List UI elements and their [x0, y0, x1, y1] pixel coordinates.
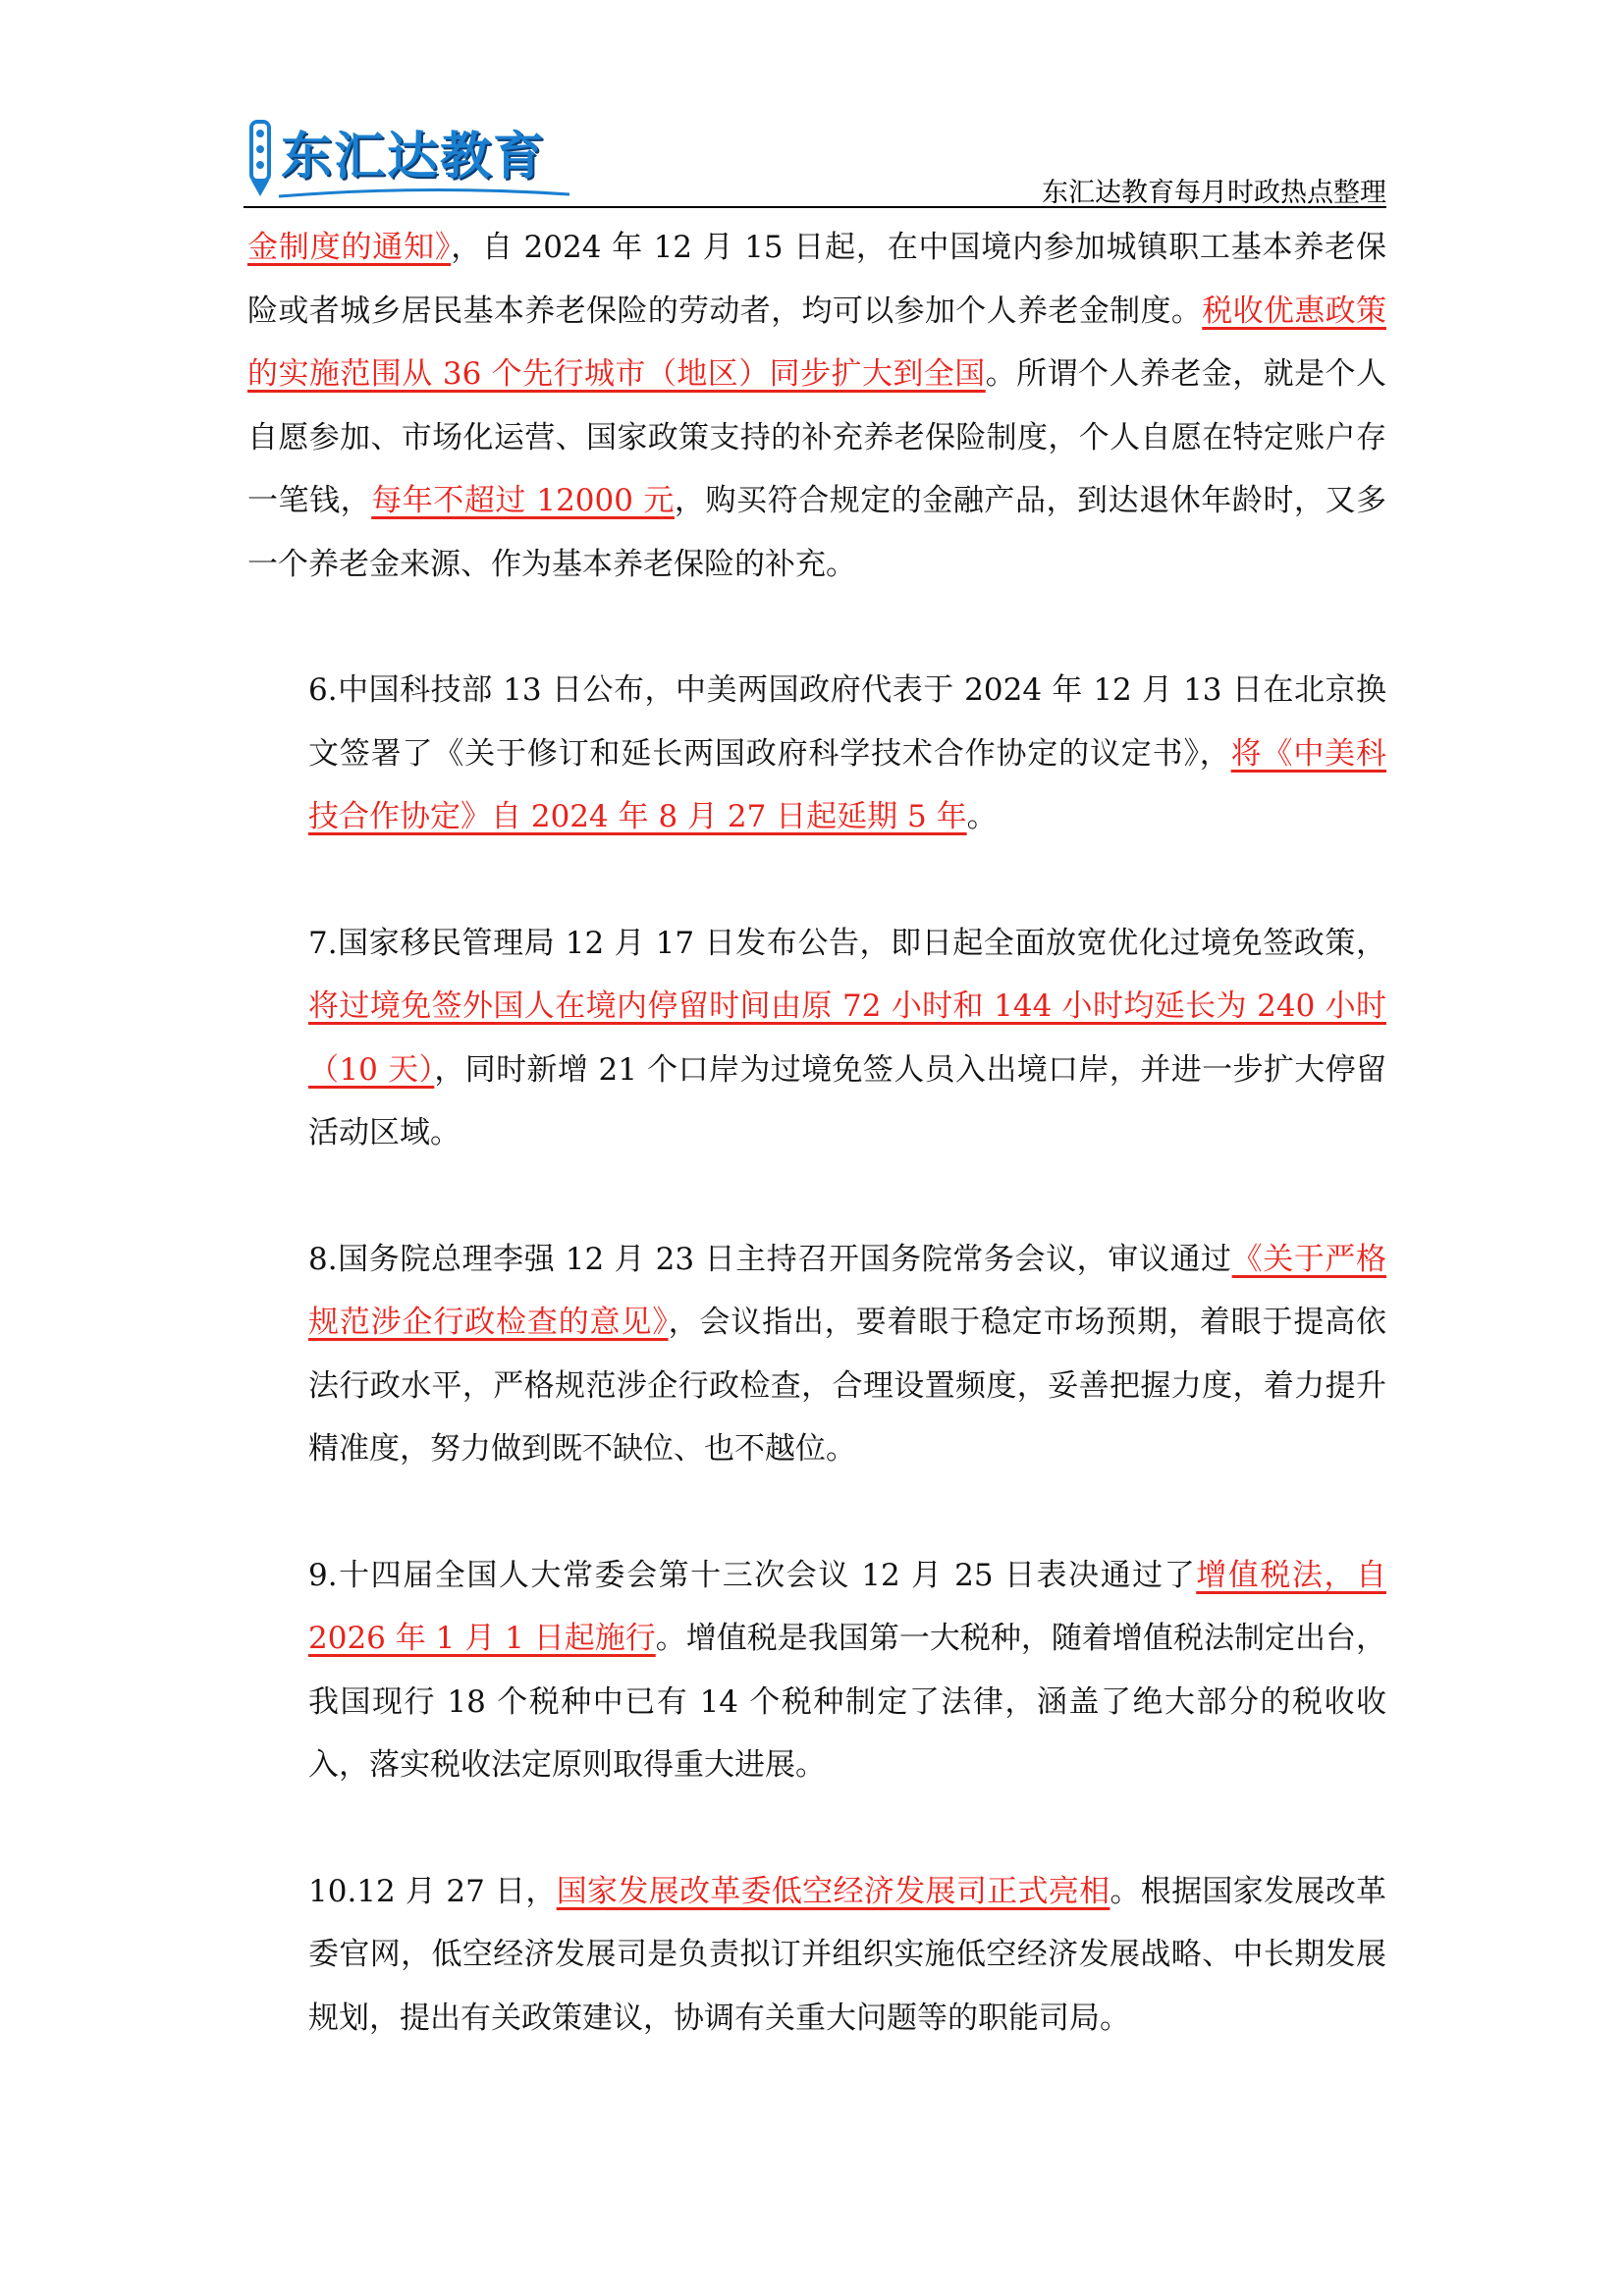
document-body: [247, 216, 1386, 2050]
paragraph: [247, 659, 1386, 849]
paragraph-text: ，会议指出，要着眼于稳定市场预期，着眼于提高依法行政水平，严格规范涉企行政检查，合理设置频度，妥善把握力度，着力提升精准度，努力做到既不缺位、也不越位。: [308, 1305, 1387, 1467]
paragraph-text: 。根据国家发展改革委官网，低空经济发展司是负责拟订并组织实施低空经济发展战略、中长期发展规划，提出有关政策建议，协调有关重大问题等的职能司局。: [308, 1873, 1387, 2036]
paragraph-text: 6.中国科技部 13 日公布，中美两国政府代表于 2024 年 12 月 13 日在北京换文签署了《关于修订和延长两国政府科学技术合作协定的议定书》，: [308, 672, 1386, 772]
highlighted-text: 每年不超过 12000 元: [371, 483, 675, 518]
highlighted-text: 国家发展改革委低空经济发展司正式亮相: [556, 1873, 1110, 1909]
highlighted-text: 金制度的通知》: [247, 230, 452, 265]
paragraph-text: 9.十四届全国人大常委会第十三次会议 12 月 25 日表决通过了: [308, 1557, 1197, 1593]
highlighted-text: 将《中美科技合作协定》自 2024 年 8 月 27 日起延期 5 年: [308, 735, 1387, 834]
paragraph: [247, 912, 1386, 1165]
paragraph-text: ，自 2024 年 12 月 15 日起，在中国境内参加城镇职工基本养老保险或者城乡居民基本养老保险的劳动者，均可以参加个人养老金制度。: [247, 230, 1386, 329]
logo-text: 东汇达教育: [281, 128, 547, 187]
paragraph-text: 10.12 月 27 日，: [308, 1873, 557, 1909]
brand-logo: [244, 116, 577, 194]
highlighted-text: 税收优惠政策的实施范围从 36 个先行城市（地区）同步扩大到全国: [247, 293, 1387, 392]
paragraph-text: 。增值税是我国第一大税种，随着增值税法制定出台，我国现行 18 个税种中已有 14 个税种制定了法律，涵盖了绝大部分的税收收入，落实税收法定原则取得重大进展。: [308, 1621, 1387, 1783]
paragraph: [247, 1860, 1386, 2051]
paragraph-text: 。: [966, 799, 998, 834]
paragraph: [247, 1544, 1386, 1797]
header-divider: [244, 206, 1386, 208]
header-title: 东汇达教育每月时政热点整理: [1042, 178, 1386, 208]
paragraph-text: ，同时新增 21 个口岸为过境免签人员入出境口岸，并进一步扩大停留活动区域。: [308, 1051, 1386, 1150]
paragraph-text: 。所谓个人养老金，就是个人自愿参加、市场化运营、国家政策支持的补充养老保险制度，个人自愿在特定账户存一笔钱，: [247, 356, 1386, 518]
paragraph-text: ，购买符合规定的金融产品，到达退休年龄时，又多一个养老金来源、作为基本养老保险的补充。: [247, 483, 1387, 582]
logo-swoosh: [277, 187, 571, 200]
paragraph-text: 7.国家移民管理局 12 月 17 日发布公告，即日起全面放宽优化过境免签政策，: [308, 925, 1386, 961]
paragraph: [247, 1228, 1386, 1481]
paragraph-text: 8.国务院总理李强 12 月 23 日主持召开国务院常务会议，审议通过: [308, 1241, 1232, 1277]
highlighted-text: 将过境免签外国人在境内停留时间由原 72 小时和 144 小时均延长为 240 小时（10 天）: [308, 988, 1386, 1088]
highlighted-text: 《关于严格规范涉企行政检查的意见》: [308, 1241, 1387, 1340]
paragraph: [247, 216, 1386, 596]
highlighted-text: 增值税法，自 2026 年 1 月 1 日起施行: [308, 1557, 1386, 1656]
page-header: [244, 116, 1386, 208]
